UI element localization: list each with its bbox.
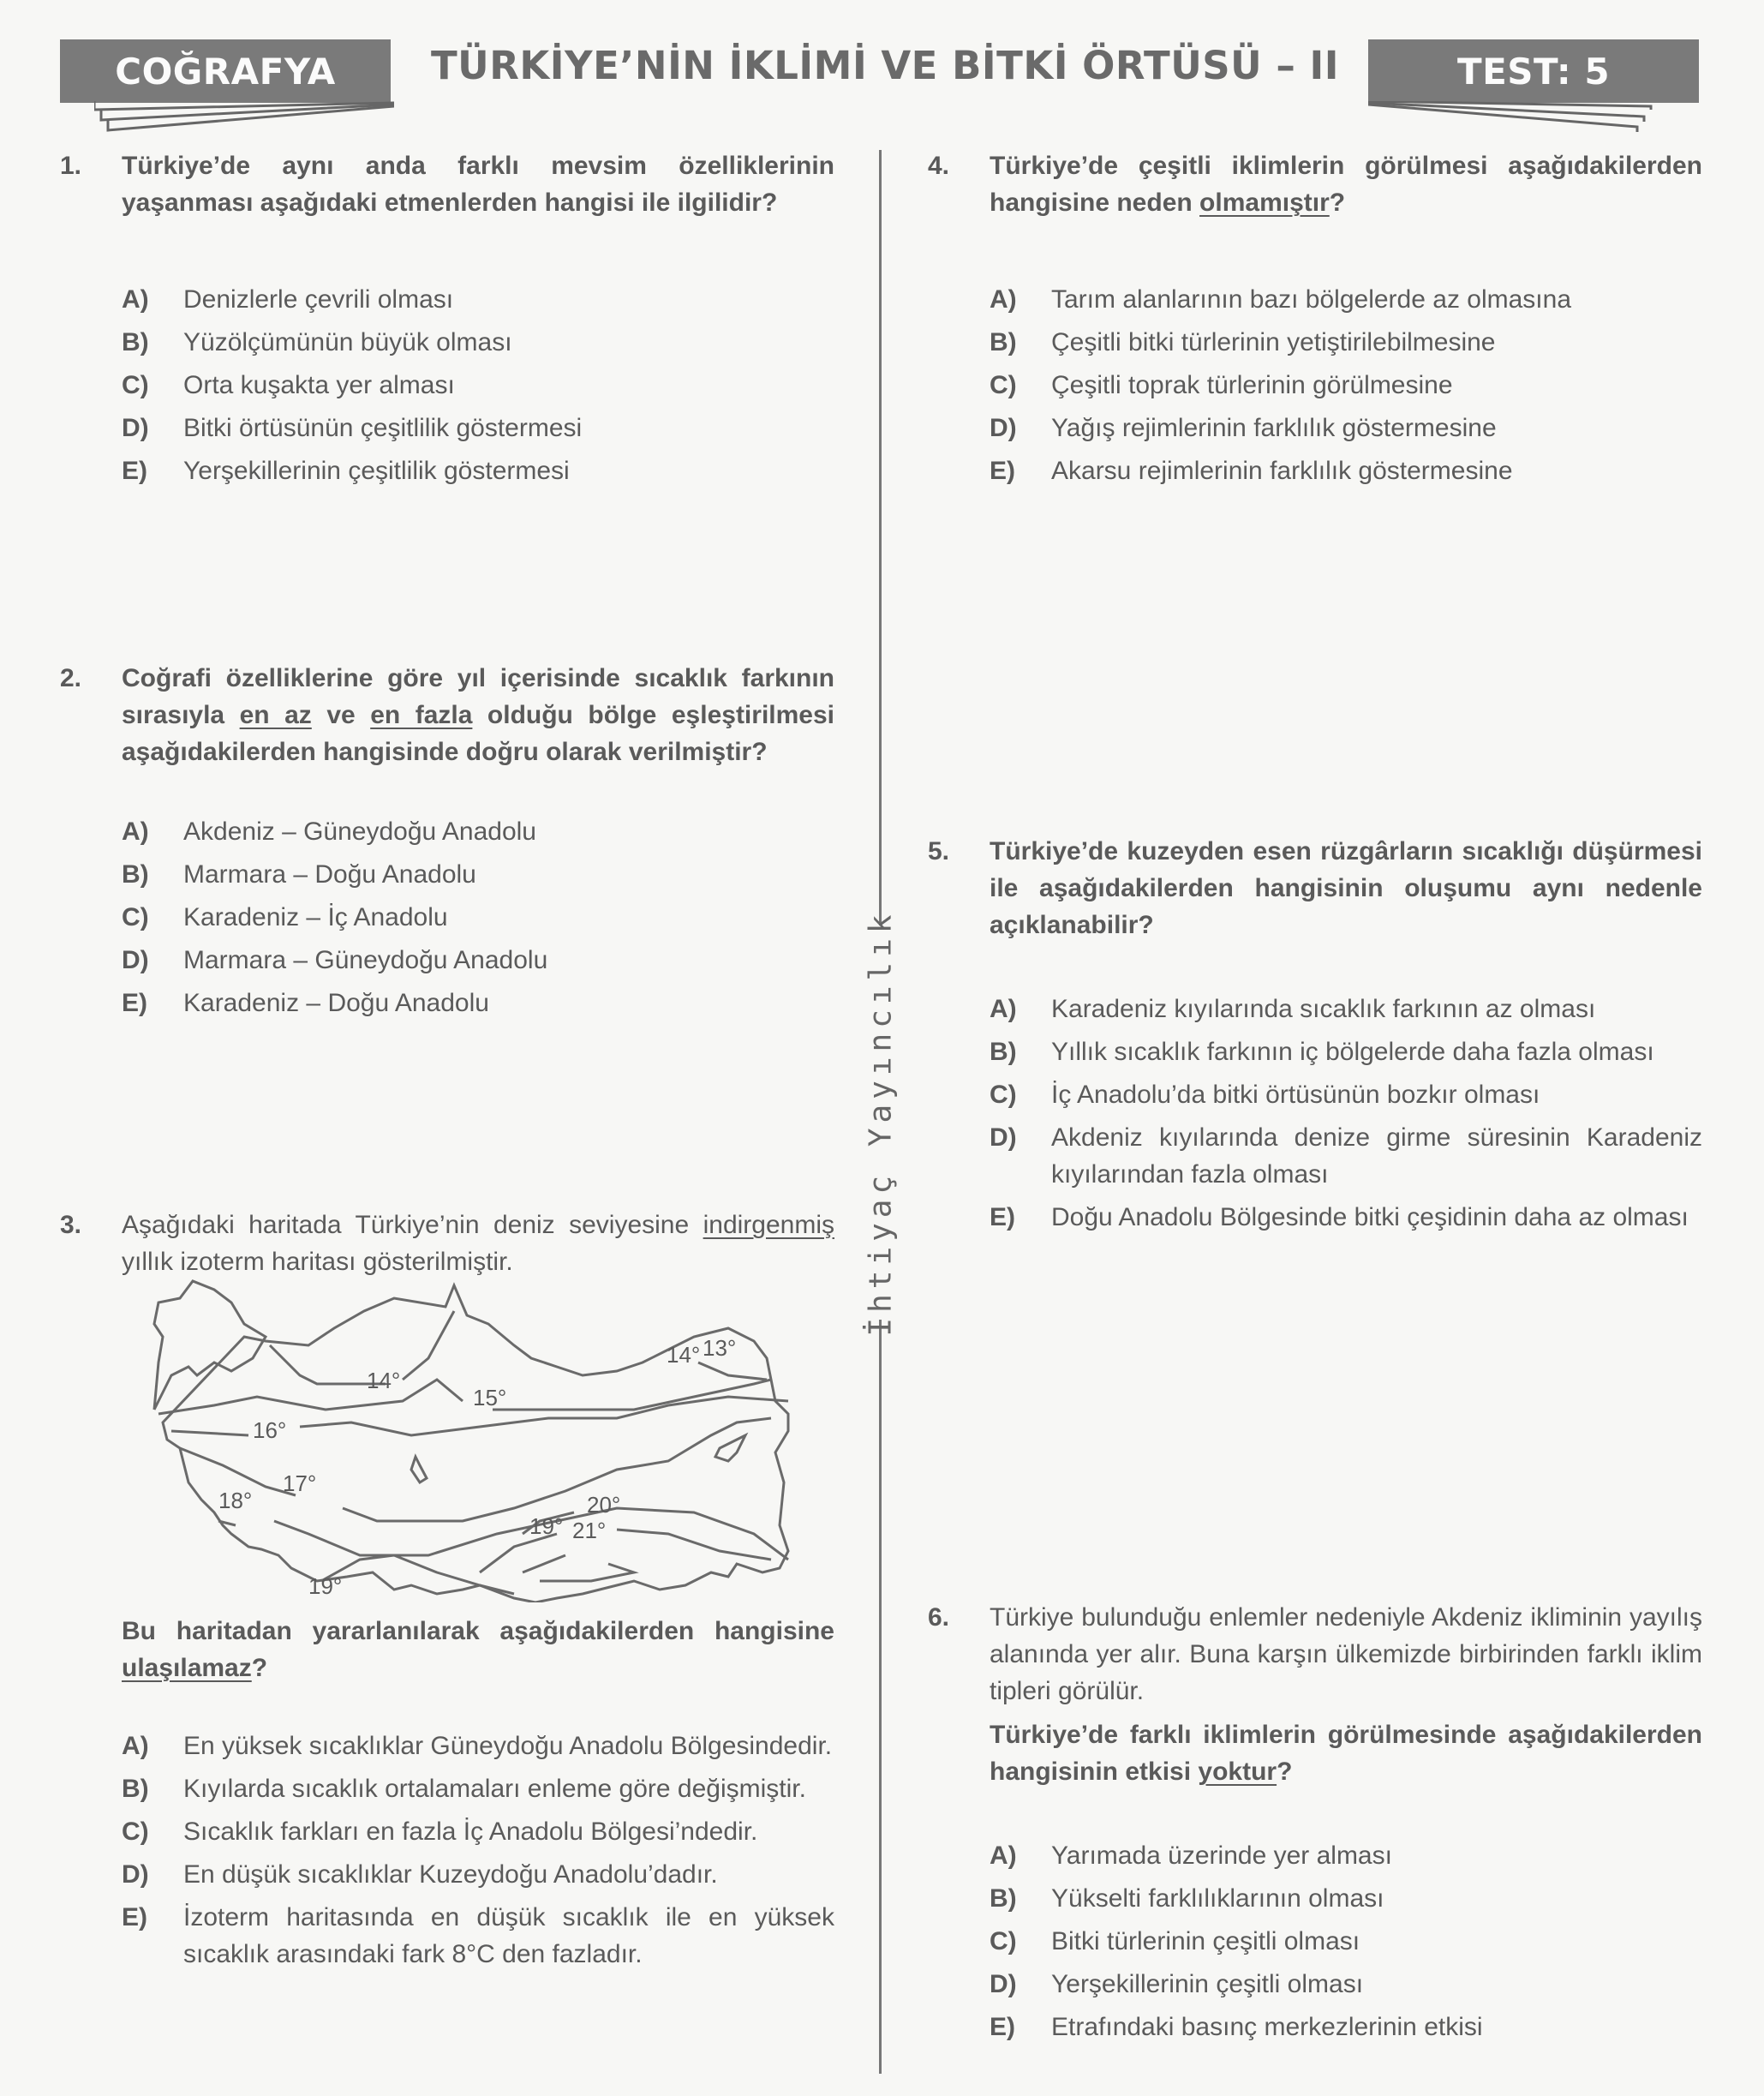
page-stack-left-icon xyxy=(94,101,394,135)
publisher-watermark: İhtiyaç Yayıncılık xyxy=(857,925,905,1320)
emphasis-underline: ulaşılamaz xyxy=(122,1654,252,1682)
option-a[interactable]: A) Yarımada üzerinde yer alması xyxy=(990,1841,1392,1870)
option-c[interactable]: C) Orta kuşakta yer alması xyxy=(122,371,455,399)
option-d[interactable]: D) Akdeniz kıyılarında denize girme süresinin Karadeniz kıyılarından fazla olması xyxy=(990,1123,1702,1189)
subject-label: COĞRAFYA xyxy=(115,50,336,93)
country-outline xyxy=(154,1281,788,1602)
turkey-map-svg xyxy=(137,1277,814,1602)
question-number: 1. xyxy=(60,152,82,180)
question-1 xyxy=(60,147,834,495)
subject-banner xyxy=(60,39,391,103)
option-d[interactable]: D) Marmara – Güneydoğu Anadolu xyxy=(122,946,548,974)
page-stack-right-icon xyxy=(1368,101,1659,135)
isotherm-map xyxy=(137,1277,814,1602)
isotherm-label: 16° xyxy=(253,1417,287,1443)
isotherm-label: 18° xyxy=(218,1488,253,1513)
isotherm-label: 19° xyxy=(308,1573,343,1599)
isotherm-20 xyxy=(480,1530,771,1572)
isotherm-label: 17° xyxy=(283,1470,317,1496)
option-b[interactable]: B) Yıllık sıcaklık farkının iç bölgelerde daha fazla olması xyxy=(990,1038,1654,1066)
isotherm-label: 20° xyxy=(587,1492,621,1518)
option-a[interactable]: A) Denizlerle çevrili olması xyxy=(122,285,454,314)
page-title: TÜRKİYE’NİN İKLİMİ VE BİTKİ ÖRTÜSÜ – II xyxy=(430,43,1339,88)
option-c[interactable]: C) Bitki türlerinin çeşitli olması xyxy=(990,1927,1360,1955)
option-d[interactable]: D) En düşük sıcaklıklar Kuzeydoğu Anadolu’dadır. xyxy=(122,1860,718,1889)
isotherm-label: 19° xyxy=(529,1513,564,1539)
option-e[interactable]: E) Etrafındaki basınç merkezlerinin etkisi xyxy=(990,2013,1483,2041)
isotherm-label: 13° xyxy=(703,1335,737,1361)
option-a[interactable]: A) Akdeniz – Güneydoğu Anadolu xyxy=(122,817,536,846)
option-d[interactable]: D) Bitki örtüsünün çeşitlilik göstermesi xyxy=(122,414,583,442)
question-number: 3. xyxy=(60,1211,82,1239)
isotherm-label: 14° xyxy=(367,1368,401,1393)
emphasis-underline: olmamıştır xyxy=(1199,189,1330,217)
question-5 xyxy=(928,833,1702,1242)
question-3 xyxy=(60,1207,834,1280)
option-c[interactable]: C) İç Anadolu’da bitki örtüsünün bozkır olması xyxy=(990,1081,1540,1109)
question-2 xyxy=(60,660,834,1027)
question-3-prompt xyxy=(60,1613,834,1979)
isotherm-13 xyxy=(698,1362,767,1380)
option-a[interactable]: A) En yüksek sıcaklıklar Güneydoğu Anadolu Bölgesindedir. xyxy=(122,1732,833,1760)
option-b[interactable]: B) Çeşitli bitki türlerinin yetiştirilebilmesine xyxy=(990,328,1496,356)
isotherm-label: 14° xyxy=(667,1342,701,1368)
option-a[interactable]: A) Tarım alanlarının bazı bölgelerde az olmasına xyxy=(990,285,1572,314)
option-c[interactable]: C) Sıcaklık farkları en fazla İç Anadolu Bölgesi’ndedir. xyxy=(122,1818,758,1846)
option-c[interactable]: C) Çeşitli toprak türlerinin görülmesine xyxy=(990,371,1453,399)
option-e[interactable]: E) Akarsu rejimlerinin farklılık göstermesine xyxy=(990,457,1513,485)
option-a[interactable]: A) Karadeniz kıyılarında sıcaklık farkının az olması xyxy=(990,995,1596,1023)
question-intro: Aşağıdaki haritada Türkiye’nin deniz seviyesine indirgenmiş yıllık izoterm haritası gösterilmiştir. xyxy=(122,1211,834,1276)
question-number: 4. xyxy=(928,152,950,180)
isotherm-18 xyxy=(218,1508,788,1560)
emphasis-underline: indirgenmiş xyxy=(703,1211,834,1239)
option-c[interactable]: C) Karadeniz – İç Anadolu xyxy=(122,903,448,931)
option-e[interactable]: E) Karadeniz – Doğu Anadolu xyxy=(122,989,489,1017)
isotherm-21 xyxy=(523,1555,634,1581)
question-4 xyxy=(928,147,1702,495)
emphasis-underline: en fazla xyxy=(370,701,473,729)
option-e[interactable]: E) Doğu Anadolu Bölgesinde bitki çeşidinin daha az olması xyxy=(990,1203,1689,1231)
question-number: 2. xyxy=(60,664,82,692)
test-banner xyxy=(1368,39,1699,103)
lake-tuz xyxy=(411,1457,427,1482)
question-stem: Türkiye’de aynı anda farklı mevsim özelliklerinin yaşanması aşağıdaki etmenlerden hangisi ile ilgilidir? xyxy=(122,152,834,217)
isotherm-15 xyxy=(158,1380,771,1414)
test-number-label: TEST: 5 xyxy=(1456,50,1611,93)
question-stem: Türkiye’de farklı iklimlerin görülmesinde aşağıdakilerden hangisinin etkisi yoktur? xyxy=(990,1721,1702,1786)
isotherm-label: 21° xyxy=(572,1518,607,1543)
option-b[interactable]: B) Yüzölçümünün büyük olması xyxy=(122,328,512,356)
option-b[interactable]: B) Yükselti farklılıklarının olması xyxy=(990,1884,1384,1913)
option-d[interactable]: D) Yerşekillerinin çeşitli olması xyxy=(990,1970,1364,1998)
option-e[interactable]: E) İzoterm haritasında en düşük sıcaklık ile en yüksek sıcaklık arasındaki fark 8°C den fazladır. xyxy=(122,1903,834,1968)
question-6 xyxy=(928,1599,1702,2051)
question-stem: Türkiye’de çeşitli iklimlerin görülmesi aşağıdakilerden hangisine neden olmamıştır? xyxy=(990,152,1702,217)
option-d[interactable]: D) Yağış rejimlerinin farklılık göstermesine xyxy=(990,414,1497,442)
isotherm-label: 15° xyxy=(473,1385,507,1410)
question-stem: Bu haritadan yararlanılarak aşağıdakilerden hangisine ulaşılamaz? xyxy=(122,1617,834,1682)
lake-van xyxy=(715,1435,745,1461)
emphasis-underline: en az xyxy=(239,701,312,729)
option-e[interactable]: E) Yerşekillerinin çeşitlilik göstermesi xyxy=(122,457,570,485)
option-b[interactable]: B) Marmara – Doğu Anadolu xyxy=(122,860,476,889)
question-stem: Coğrafi özelliklerine göre yıl içerisinde sıcaklık farkının sırasıyla en az ve en fazla olduğu bölge eşleştirilmesi aşağıdakilerden hangisinde doğru olarak verilmiştir? xyxy=(122,664,834,766)
question-stem: Türkiye’de kuzeyden esen rüzgârların sıcaklığı düşürmesi ile aşağıdakilerden hangisinin oluşumu aynı nedenle açıklanabilir? xyxy=(990,837,1702,939)
question-intro: Türkiye bulunduğu enlemler nedeniyle Akdeniz ikliminin yayılış alanında yer alır. Buna karşın ülkemizde birbirinden farklı iklim tipleri görülür. xyxy=(990,1603,1702,1705)
question-number: 6. xyxy=(928,1603,950,1632)
isotherm-14 xyxy=(270,1311,454,1384)
emphasis-underline: yoktur xyxy=(1198,1758,1277,1786)
option-b[interactable]: B) Kıyılarda sıcaklık ortalamaları enleme göre değişmiştir. xyxy=(122,1775,806,1803)
question-number: 5. xyxy=(928,837,950,865)
